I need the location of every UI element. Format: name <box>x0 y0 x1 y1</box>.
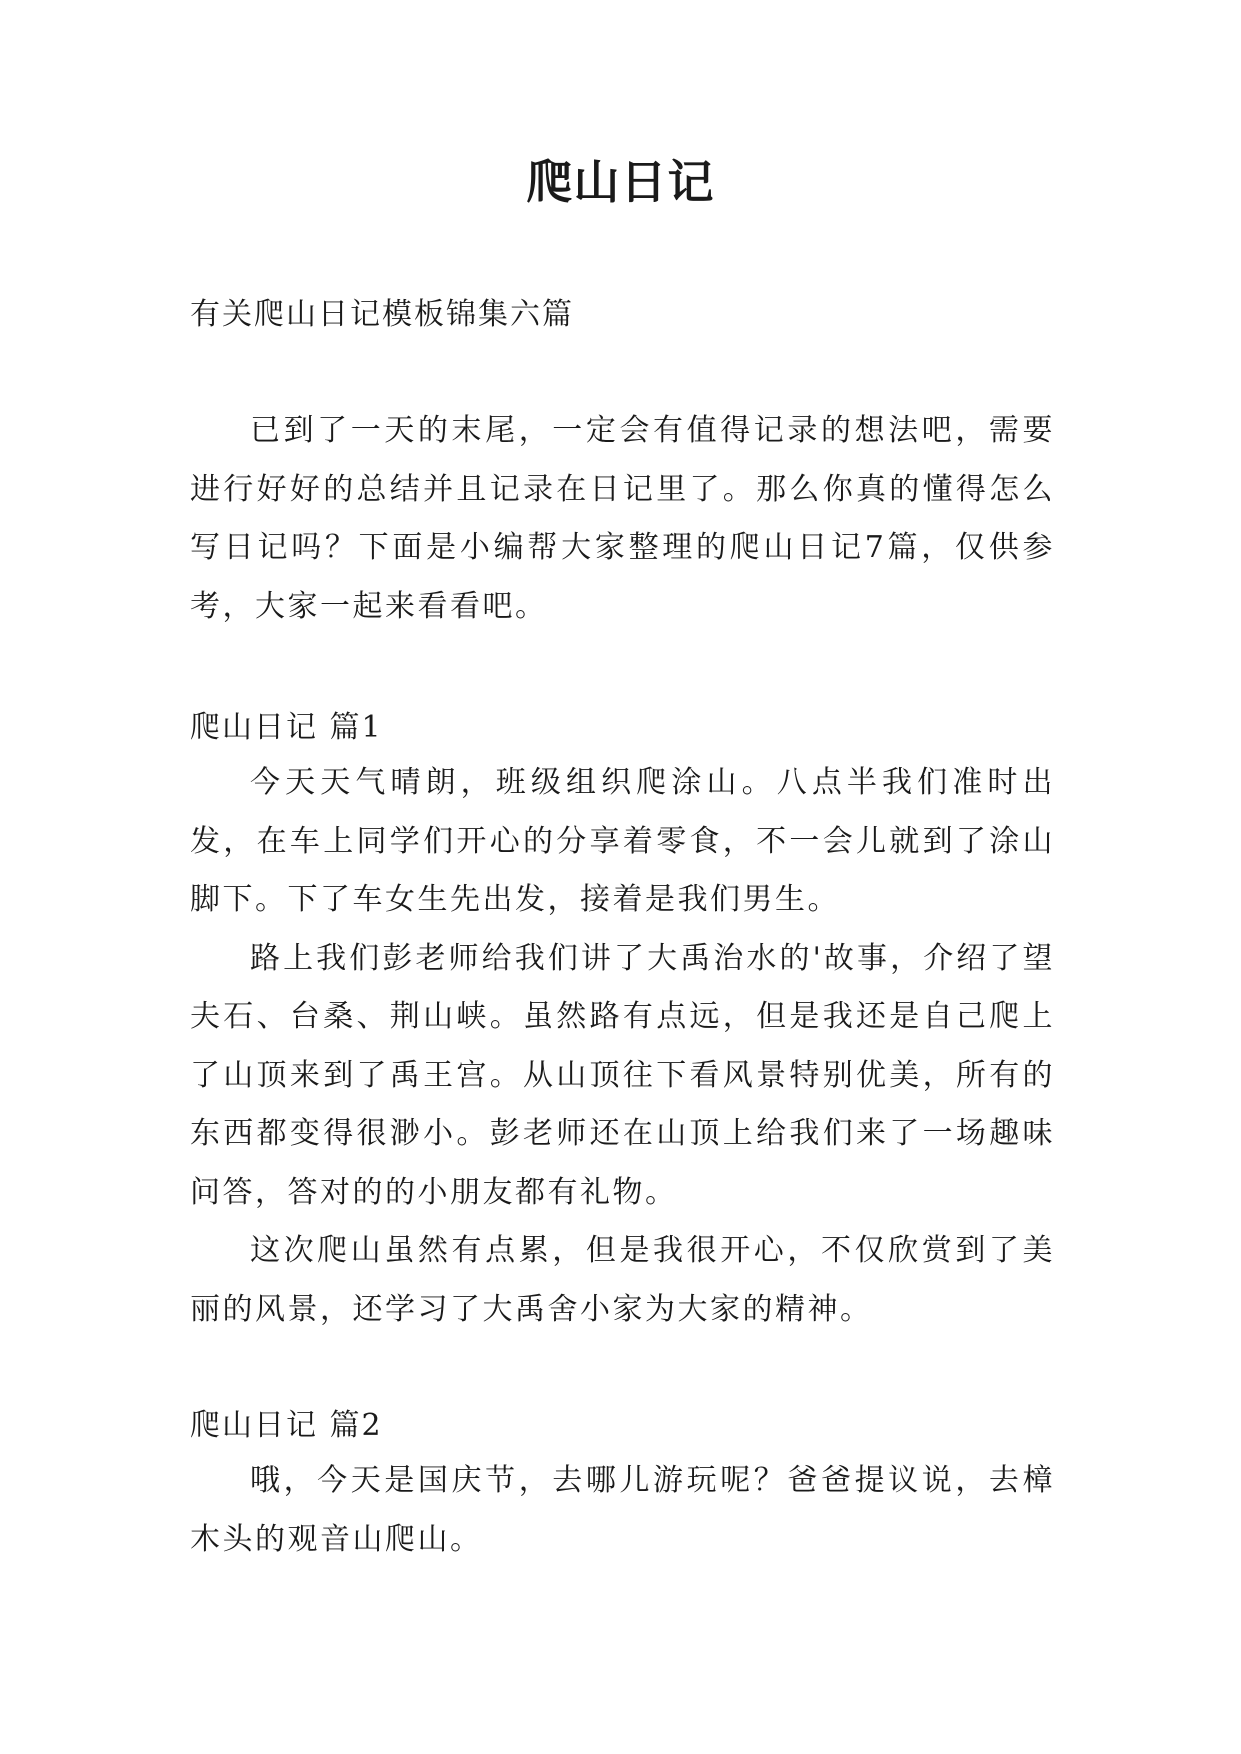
section-body-1 <box>190 754 1055 1339</box>
intro-paragraph: 已到了一天的末尾，一定会有值得记录的想法吧，需要进行好好的总结并且记录在日记里了。那么你真的懂得怎么写日记吗？下面是小编帮大家整理的爬山日记7篇，仅供参考，大家一起来看看吧。 <box>190 413 1055 624</box>
section-heading-2: 爬山日记 篇2 <box>190 1408 383 1443</box>
document-subtitle: 有关爬山日记模板锦集六篇 <box>190 297 574 332</box>
document-title: 爬山日记 <box>526 155 715 209</box>
section-heading-1: 爬山日记 篇1 <box>190 710 383 745</box>
intro-block <box>190 402 1055 636</box>
section-1-paragraph-1: 今天天气晴朗，班级组织爬涂山。八点半我们准时出发，在车上同学们开心的分享着零食，不一会儿就到了涂山脚下。下了车女生先出发，接着是我们男生。 <box>190 765 1055 917</box>
section-body-2 <box>190 1452 1055 1569</box>
section-1-paragraph-2: 路上我们彭老师给我们讲了大禹治水的'故事，介绍了望夫石、台桑、荆山峡。虽然路有点远，但是我还是自己爬上了山顶来到了禹王宫。从山顶往下看风景特别优美，所有的东西都变得很渺小。彭老师还在山顶上给我们来了一场趣味问答，答对的的小朋友都有礼物。 <box>190 940 1055 1210</box>
section-1-paragraph-3: 这次爬山虽然有点累，但是我很开心，不仅欣赏到了美丽的风景，还学习了大禹舍小家为大家的精神。 <box>190 1233 1055 1327</box>
section-2-paragraph-1: 哦，今天是国庆节，去哪儿游玩呢？爸爸提议说，去樟木头的观音山爬山。 <box>190 1463 1055 1557</box>
